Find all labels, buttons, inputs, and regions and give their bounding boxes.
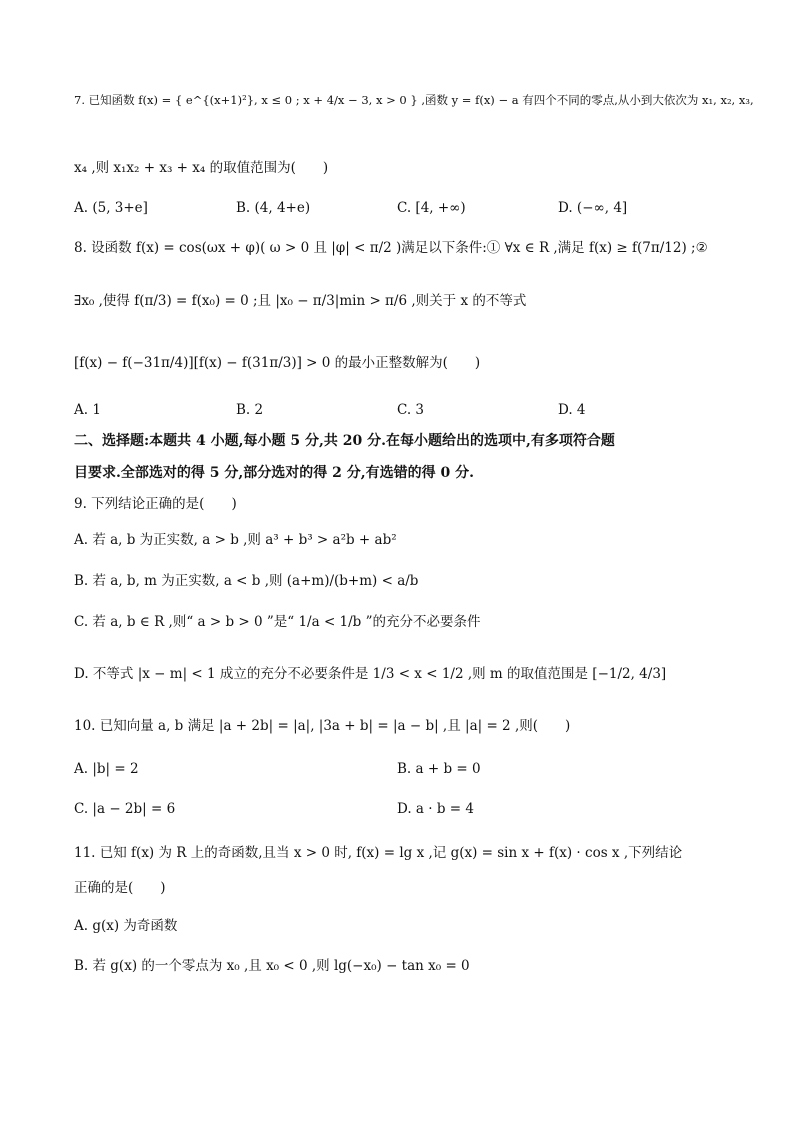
q7-option-a: A. (5, 3+e]: [74, 200, 148, 216]
q9-option-d: D. 不等式 |x − m| < 1 成立的充分不必要条件是 1/3 < x < 1/2 ,则 m 的取值范围是 [−1/2, 4/3]: [74, 666, 667, 682]
q8-option-d: D. 4: [558, 402, 586, 418]
q11-stem-line2: 正确的是( ): [74, 880, 166, 896]
q11-option-b: B. 若 g(x) 的一个零点为 x₀ ,且 x₀ < 0 ,则 lg(−x₀) − tan x₀ = 0: [74, 958, 470, 974]
q10-option-c: C. |a − 2b| = 6: [74, 801, 176, 817]
q7-option-c: C. [4, +∞): [397, 200, 466, 216]
q7-option-b: B. (4, 4+e): [236, 200, 311, 216]
q10-option-a: A. |b| = 2: [74, 761, 139, 777]
q8-option-a: A. 1: [74, 402, 101, 418]
q8-option-c: C. 3: [397, 402, 425, 418]
q10-option-d: D. a · b = 4: [397, 801, 474, 817]
q9-stem: 9. 下列结论正确的是( ): [74, 496, 237, 512]
q9-option-b: B. 若 a, b, m 为正实数, a < b ,则 (a+m)/(b+m) < a/b: [74, 573, 419, 589]
q9-option-c: C. 若 a, b ∈ R ,则“ a > b > 0 ”是“ 1/a < 1/b ”的充分不必要条件: [74, 614, 481, 630]
q11-stem-line1: 11. 已知 f(x) 为 R 上的奇函数,且当 x > 0 时, f(x) = lg x ,记 g(x) = sin x + f(x) · cos x ,下列结论: [74, 845, 683, 861]
section-heading-line1: 二、选择题:本题共 4 小题,每小题 5 分,共 20 分.在每小题给出的选项中,有多项符合题: [74, 433, 615, 449]
q8-option-b: B. 2: [236, 402, 264, 418]
q8-stem-line1: 8. 设函数 f(x) = cos(ωx + φ)( ω > 0 且 |φ| < π/2 )满足以下条件:① ∀x ∈ R ,满足 f(x) ≥ f(7π/12) ;②: [74, 240, 708, 256]
q10-option-b: B. a + b = 0: [397, 761, 481, 777]
section-heading-line2: 目要求.全部选对的得 5 分,部分选对的得 2 分,有选错的得 0 分.: [74, 465, 474, 481]
q11-option-a: A. g(x) 为奇函数: [74, 918, 178, 934]
q7-stem-line2: x₄ ,则 x₁x₂ + x₃ + x₄ 的取值范围为( ): [74, 160, 329, 176]
q10-stem: 10. 已知向量 a, b 满足 |a + 2b| = |a|, |3a + b| = |a − b| ,且 |a| = 2 ,则( ): [74, 718, 571, 734]
q9-option-a: A. 若 a, b 为正实数, a > b ,则 a³ + b³ > a²b + ab²: [74, 532, 397, 548]
q8-stem-line2: ∃x₀ ,使得 f(π/3) = f(x₀) = 0 ;且 |x₀ − π/3|min > π/6 ,则关于 x 的不等式: [74, 293, 527, 309]
q7-stem-line1: 7. 已知函数 f(x) = { e^{(x+1)²}, x ≤ 0 ; x + 4/x − 3, x > 0 } ,函数 y = f(x) − a 有四个不同的零点,从小到大依次为 x₁, x₂, x₃,: [74, 93, 754, 107]
q8-stem-line3: [f(x) − f(−31π/4)][f(x) − f(31π/3)] > 0 的最小正整数解为( ): [74, 355, 481, 371]
q7-option-d: D. (−∞, 4]: [558, 200, 628, 216]
